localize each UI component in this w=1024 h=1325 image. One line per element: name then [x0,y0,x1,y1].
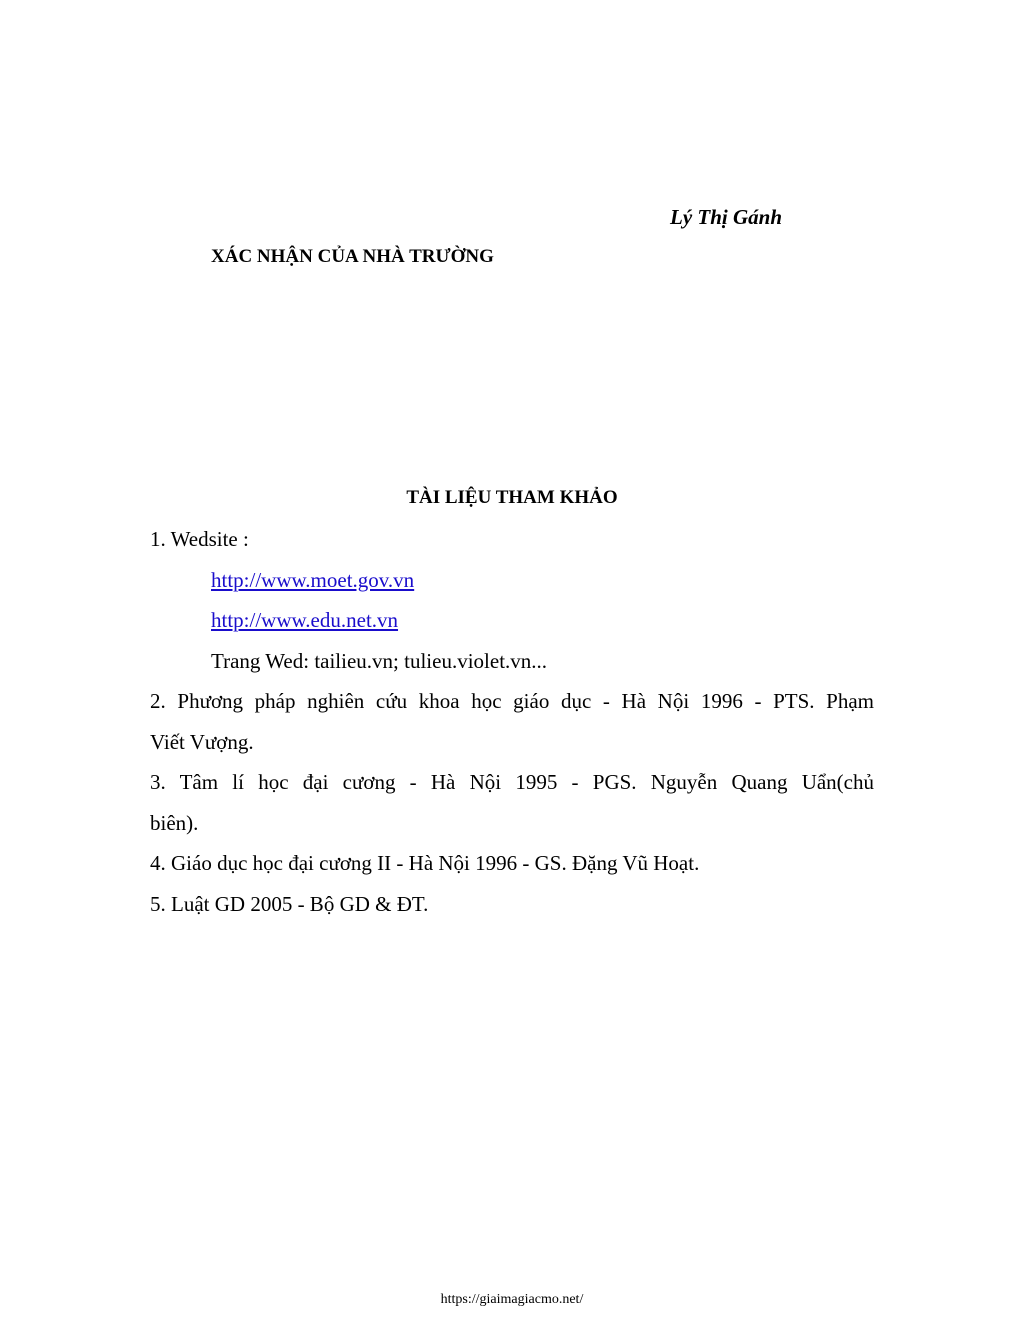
school-confirmation-heading: XÁC NHẬN CỦA NHÀ TRƯỜNG [211,246,494,267]
author-signature: Lý Thị Gánh [670,205,783,229]
reference-item-3-cont: biên). [150,810,199,835]
reference-item-5: 5. Luật GD 2005 - Bộ GD & ĐT. [150,891,429,916]
reference-item-3: 3. Tâm lí học đại cương - Hà Nội 1995 - PGS. Nguyễn Quang Uẩn(chủ [150,770,874,794]
reference-item-1-label: 1. Wedsite : [150,527,249,551]
reference-link-row [150,600,874,641]
reference-item-2-cont: Viết Vượng. [150,729,254,754]
reference-item-2: 2. Phương pháp nghiên cứu khoa học giáo dục - Hà Nội 1996 - PTS. Phạm [150,689,874,713]
reference-web-pages: Trang Wed: tailieu.vn; tulieu.violet.vn... [211,648,548,673]
moet-link[interactable]: http://www.moet.gov.vn [211,567,415,592]
edu-net-link[interactable]: http://www.edu.net.vn [211,608,399,632]
reference-link-row [150,560,874,601]
references-list [150,519,874,924]
footer-url: https://giaimagiacmo.net/ [440,1292,584,1307]
reference-item-4: 4. Giáo dục học đại cương II - Hà Nội 1996 - GS. Đặng Vũ Hoạt. [150,851,700,875]
references-heading: TÀI LIỆU THAM KHẢO [406,487,618,508]
